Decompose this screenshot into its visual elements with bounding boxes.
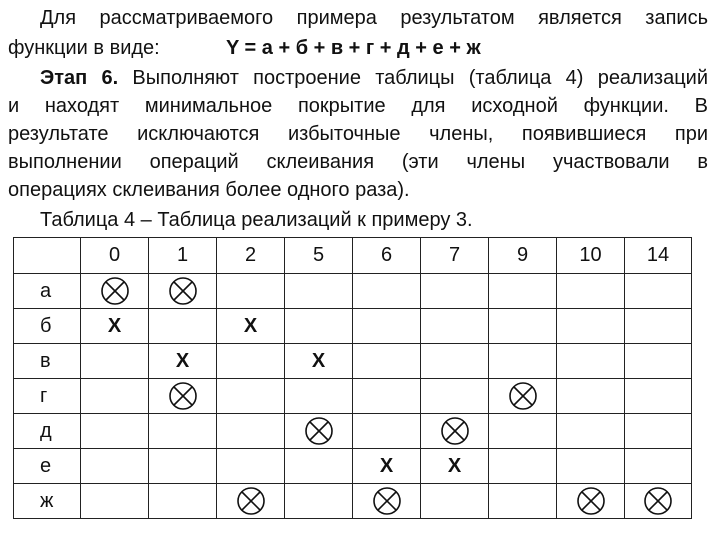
- table-cell: [149, 484, 217, 519]
- table-cell: [557, 344, 625, 379]
- table-cell: [353, 484, 421, 519]
- table-cell: [557, 484, 625, 519]
- x-mark: X: [175, 349, 190, 372]
- table-caption-text: Таблица 4 – Таблица реализаций к примеру 3.: [40, 209, 473, 231]
- table-cell: [625, 274, 692, 309]
- table-cell: [285, 484, 353, 519]
- paragraph-line-1: [8, 4, 708, 32]
- paragraph-line-7: [8, 176, 410, 204]
- table-cell: [81, 449, 149, 484]
- text-line-1: Для рассматриваемого примера результатом является запись: [40, 7, 708, 29]
- column-header: 2: [217, 238, 285, 274]
- table-cell: [81, 484, 149, 519]
- table-cell: [217, 379, 285, 414]
- table-cell: [489, 449, 557, 484]
- text-line-6: выполнении операций склеивания (эти члены участвовали в: [8, 151, 708, 173]
- table-cell: [421, 484, 489, 519]
- table-cell: [489, 309, 557, 344]
- table-cell: [625, 344, 692, 379]
- table-cell: [81, 309, 149, 344]
- column-header: 1: [149, 238, 217, 274]
- table-cell: [625, 379, 692, 414]
- table-row: [14, 414, 692, 449]
- implementation-table: [13, 237, 692, 519]
- x-mark: X: [243, 314, 258, 337]
- table-cell: [421, 344, 489, 379]
- table-cell: [285, 379, 353, 414]
- column-header: 0: [81, 238, 149, 274]
- column-header: 7: [421, 238, 489, 274]
- row-label: д: [14, 414, 81, 449]
- table-cell: [149, 379, 217, 414]
- paragraph-line-4: [8, 92, 708, 120]
- table-cell: [217, 309, 285, 344]
- table-cell: [353, 309, 421, 344]
- column-header: 6: [353, 238, 421, 274]
- table-cell: [217, 274, 285, 309]
- table-cell: [285, 274, 353, 309]
- table-cell: [489, 414, 557, 449]
- table-cell: [625, 414, 692, 449]
- table-header-row: [14, 238, 692, 274]
- circled-x-icon: [304, 416, 334, 446]
- paragraph-line-2: [8, 34, 708, 62]
- circled-x-icon: [440, 416, 470, 446]
- table-cell: [285, 344, 353, 379]
- table-cell: [149, 274, 217, 309]
- table-corner-cell: [14, 238, 81, 274]
- table-cell: [489, 344, 557, 379]
- table-cell: [285, 414, 353, 449]
- table-cell: [421, 274, 489, 309]
- table-cell: [149, 414, 217, 449]
- row-label: в: [14, 344, 81, 379]
- table-row: [14, 379, 692, 414]
- x-mark: X: [311, 349, 326, 372]
- table-cell: [557, 309, 625, 344]
- circled-x-icon: [168, 276, 198, 306]
- table-cell: [149, 309, 217, 344]
- table-cell: [421, 309, 489, 344]
- circled-x-icon: [508, 381, 538, 411]
- table-cell: [421, 449, 489, 484]
- table-cell: [557, 449, 625, 484]
- table-cell: [149, 449, 217, 484]
- table-cell: [489, 379, 557, 414]
- table-cell: [285, 449, 353, 484]
- table-cell: [625, 449, 692, 484]
- table-row: [14, 274, 692, 309]
- table-cell: [625, 309, 692, 344]
- table-cell: [81, 274, 149, 309]
- x-mark: X: [379, 454, 394, 477]
- circled-x-icon: [643, 486, 673, 516]
- table-row: [14, 309, 692, 344]
- table-cell: [353, 414, 421, 449]
- row-label: б: [14, 309, 81, 344]
- table-row: [14, 484, 692, 519]
- table-cell: [625, 484, 692, 519]
- column-header: 5: [285, 238, 353, 274]
- text-line-5: результате исключаются избыточные члены, появившиеся при: [8, 123, 708, 145]
- table-cell: [149, 344, 217, 379]
- x-mark: X: [107, 314, 122, 337]
- table-cell: [81, 379, 149, 414]
- circled-x-icon: [236, 486, 266, 516]
- table-cell: [353, 449, 421, 484]
- paragraph-line-6: [8, 148, 708, 176]
- table-cell: [557, 274, 625, 309]
- table-cell: [353, 344, 421, 379]
- text-line-4: и находят минимальное покрытие для исходной функции. В: [8, 95, 708, 117]
- table-cell: [217, 414, 285, 449]
- table-row: [14, 449, 692, 484]
- formula: Y = а + б + в + г + д + е + ж: [226, 37, 481, 59]
- table-cell: [81, 414, 149, 449]
- row-label: е: [14, 449, 81, 484]
- table-cell: [489, 484, 557, 519]
- x-mark: X: [447, 454, 462, 477]
- circled-x-icon: [168, 381, 198, 411]
- row-label: а: [14, 274, 81, 309]
- table-cell: [81, 344, 149, 379]
- paragraph-line-3: [8, 64, 708, 92]
- table-cell: [285, 309, 353, 344]
- table-cell: [557, 414, 625, 449]
- table-cell: [421, 414, 489, 449]
- table-cell: [489, 274, 557, 309]
- table-cell: [217, 484, 285, 519]
- table-cell: [353, 274, 421, 309]
- text-line-2-prefix: функции в виде:: [8, 37, 160, 59]
- paragraph-line-5: [8, 120, 708, 148]
- table-caption: [8, 206, 473, 234]
- column-header: 14: [625, 238, 692, 274]
- column-header: 9: [489, 238, 557, 274]
- stage-heading: Этап 6.: [40, 67, 119, 89]
- row-label: г: [14, 379, 81, 414]
- column-header: 10: [557, 238, 625, 274]
- table-cell: [557, 379, 625, 414]
- table-cell: [217, 344, 285, 379]
- implementation-table-wrapper: [13, 237, 692, 519]
- circled-x-icon: [100, 276, 130, 306]
- table-cell: [353, 379, 421, 414]
- table-cell: [217, 449, 285, 484]
- circled-x-icon: [576, 486, 606, 516]
- circled-x-icon: [372, 486, 402, 516]
- table-cell: [421, 379, 489, 414]
- row-label: ж: [14, 484, 81, 519]
- text-line-3: Выполняют построение таблицы (таблица 4) реализаций: [118, 67, 708, 89]
- text-line-7: операциях склеивания более одного раза).: [8, 179, 410, 201]
- table-row: [14, 344, 692, 379]
